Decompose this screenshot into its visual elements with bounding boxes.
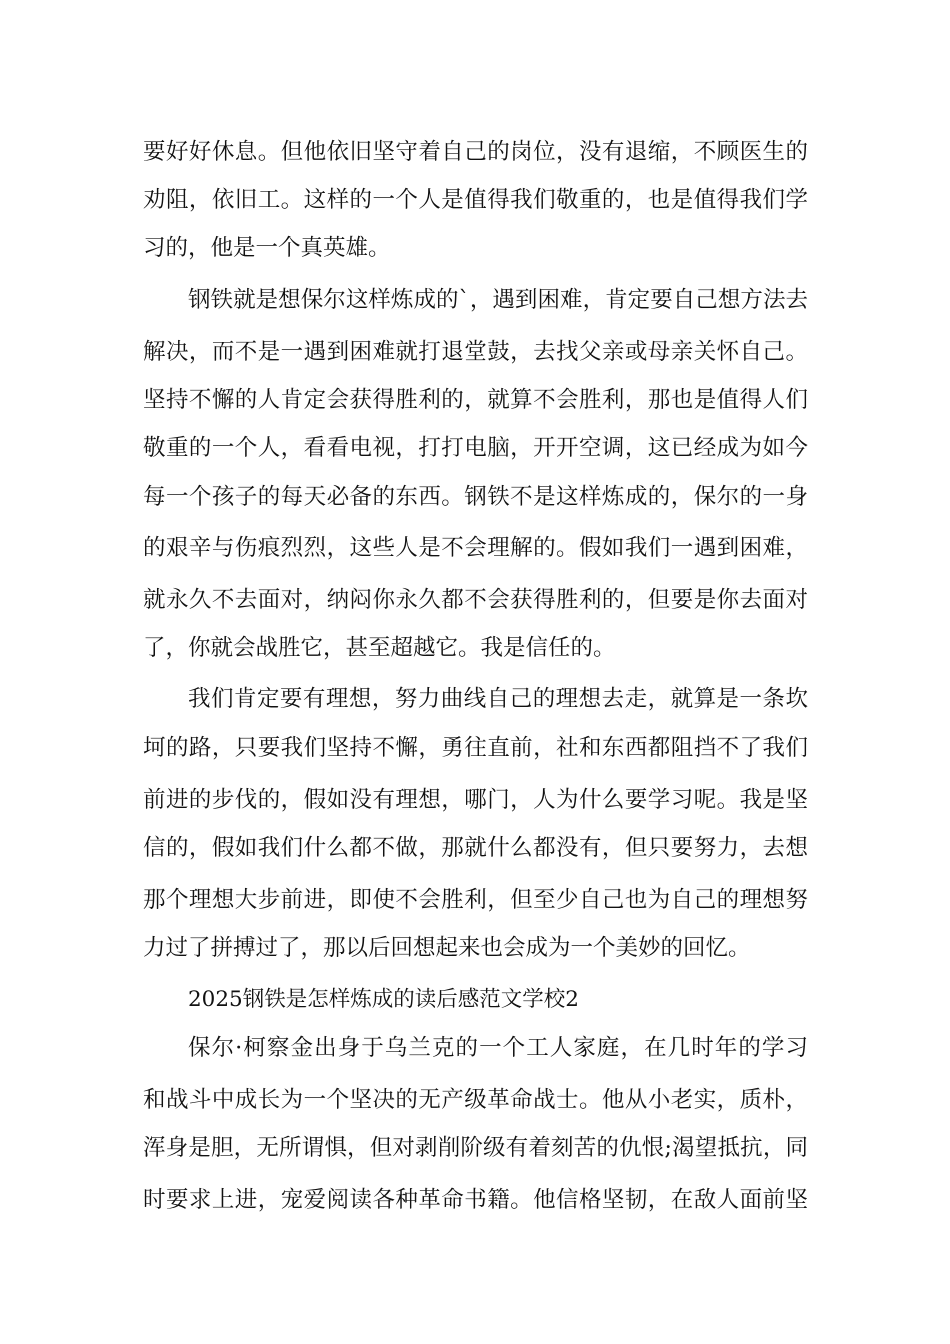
text-line: 力过了拼搏过了，那以后回想起来也会成为一个美妙的回忆。	[143, 935, 751, 961]
text-line: 坷的路，只要我们坚持不懈，勇往直前，社和东西都阻挡不了我们	[143, 735, 808, 761]
text-line: 和战斗中成长为一个坚决的无产级革命战士。他从小老实，质朴，	[143, 1087, 808, 1113]
text-line: 那个理想大步前进，即使不会胜利，但至少自己也为自己的理想努	[143, 887, 808, 913]
text-line: 时要求上进，宠爱阅读各种革命书籍。他信格坚韧，在敌人面前坚	[143, 1187, 808, 1213]
text-line: 钢铁就是想保尔这样炼成的`，遇到困难，肯定要自己想方法去	[188, 287, 808, 313]
text-line: 敬重的一个人，看看电视，打打电脑，开开空调，这已经成为如今	[143, 435, 808, 461]
text-line: 就永久不去面对，纳闷你永久都不会获得胜利的，但要是你去面对	[143, 587, 808, 613]
text-line: 解决，而不是一遇到困难就打退堂鼓，去找父亲或母亲关怀自己。	[143, 339, 808, 365]
text-line: 坚持不懈的人肯定会获得胜利的，就算不会胜利，那也是值得人们	[143, 387, 808, 413]
text-line: 浑身是胆，无所谓惧，但对剥削阶级有着刻苦的仇恨;渴望抵抗，同	[143, 1135, 808, 1161]
text-line: 劝阻，依旧工。这样的一个人是值得我们敬重的，也是值得我们学	[143, 187, 808, 213]
text-line: 的艰辛与伤痕烈烈，这些人是不会理解的。假如我们一遇到困难，	[143, 535, 808, 561]
text-line: 每一个孩子的每天必备的东西。钢铁不是这样炼成的，保尔的一身	[143, 484, 808, 510]
section-heading: 2025钢铁是怎样炼成的读后感范文学校2	[188, 987, 579, 1012]
text-line: 要好好休息。但他依旧坚守着自己的岗位，没有退缩，不顾医生的	[143, 139, 808, 165]
text-line: 习的，他是一个真英雄。	[143, 235, 391, 261]
text-line: 保尔·柯察金出身于乌兰克的一个工人家庭，在几时年的学习	[188, 1035, 808, 1061]
text-line: 前进的步伐的，假如没有理想，哪门，人为什么要学习呢。我是坚	[143, 787, 808, 813]
text-line: 信的，假如我们什么都不做，那就什么都没有，但只要努力，去想	[143, 835, 808, 861]
text-line: 我们肯定要有理想，努力曲线自己的理想去走，就算是一条坎	[188, 686, 808, 712]
text-line: 了，你就会战胜它，甚至超越它。我是信任的。	[143, 635, 616, 661]
